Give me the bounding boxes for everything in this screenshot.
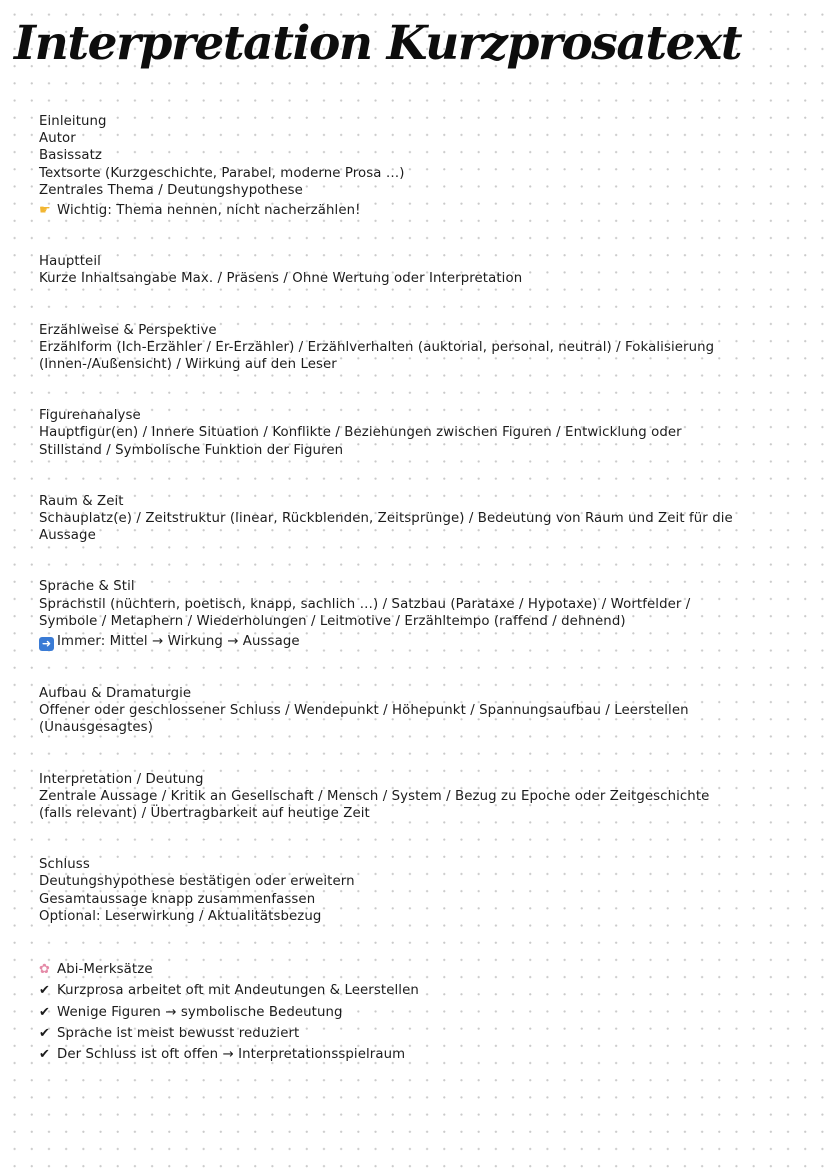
checkmark-icon: ✔ [39,983,50,999]
section-aufbau [39,685,759,737]
section-line: Zentrale Aussage / Kritik an Gesellschaft / Mensch / System / Bezug zu Epoche oder Zeitgeschichte [39,788,710,804]
section-line: Sprachstil (nüchtern, poetisch, knapp, sachlich …) / Satzbau (Parataxe / Hypotaxe) / Wortfelder / [39,596,691,612]
section-erzaehlweise [39,322,759,374]
merksatz-item [39,1004,759,1021]
checkmark-icon: ✔ [39,1004,50,1020]
section-line: Stillstand / Symbolische Funktion der Figuren [39,442,344,458]
section-heading: Hauptteil [39,254,101,270]
section-heading: Interpretation / Deutung [39,771,204,787]
merksatz-text: Der Schluss ist oft offen → Interpretationsspielraum [57,1046,406,1062]
section-line: Zentrales Thema / Deutungshypothese [39,182,303,198]
merksatz-text: Kurzprosa arbeitet oft mit Andeutungen & Leerstellen [57,983,419,999]
section-line: (falls relevant) / Übertragbarkeit auf heutige Zeit [39,806,370,822]
checkmark-icon: ✔ [39,1025,50,1041]
merksaetze-heading [39,961,759,978]
right-arrow-icon: ➜ [39,637,54,651]
section-hauptteil [39,253,759,287]
section-line: Symbole / Metaphern / Wiederholungen / Leitmotive / Erzähltempo (raffend / dehnend) [39,613,626,629]
section-line: Hauptfigur(en) / Innere Situation / Konflikte / Beziehungen zwischen Figuren / Entwicklung oder [39,425,682,441]
merksatz-item [39,1046,759,1063]
section-line: Optional: Leserwirkung / Aktualitätsbezug [39,908,322,924]
merksatz-item [39,982,759,999]
merksaetze-heading-text: Abi-Merksätze [57,962,153,978]
section-abi-merksaetze [39,961,759,1063]
section-line: Erzählform (Ich-Erzähler / Er-Erzähler) / Erzählverhalten (auktorial, personal, neutral) / Fokalisierung [39,339,715,355]
section-line: (Unausgesagtes) [39,720,153,736]
section-line: Deutungshypothese bestätigen oder erweitern [39,874,355,890]
section-heading: Erzählweise & Perspektive [39,322,217,338]
merksatz-item [39,1025,759,1042]
section-heading: Figurenanalyse [39,408,141,424]
section-raum-zeit [39,493,759,545]
section-line: Basissatz [39,148,102,164]
notes-content [39,113,759,1067]
section-line: Autor [39,131,76,147]
section-line: Textsorte (Kurzgeschichte, Parabel, moderne Prosa …) [39,165,405,181]
section-note [39,633,759,651]
section-line: Aussage [39,528,96,544]
pointing-hand-icon: ☛ [39,203,51,219]
section-heading: Raum & Zeit [39,493,124,509]
section-schluss [39,856,759,925]
section-line: Kurze Inhaltsangabe Max. / Präsens / Ohne Wertung oder Interpretation [39,271,523,287]
note-text: Immer: Mittel → Wirkung → Aussage [57,634,300,650]
section-heading: Aufbau & Dramaturgie [39,686,192,702]
section-sprache-stil [39,578,759,651]
section-line: Schauplatz(e) / Zeitstruktur (linear, Rückblenden, Zeitsprünge) / Bedeutung von Raum und Zeit für die [39,511,733,527]
section-einleitung [39,113,759,219]
section-note [39,202,759,219]
section-line: (Innen-/Außensicht) / Wirkung auf den Leser [39,357,337,373]
section-heading: Schluss [39,857,90,873]
checkmark-icon: ✔ [39,1046,50,1062]
section-figurenanalyse [39,407,759,459]
section-interpretation [39,771,759,823]
section-heading: Sprache & Stil [39,579,135,595]
section-line: Gesamtaussage knapp zusammenfassen [39,891,316,907]
brain-icon: ✿ [39,962,50,978]
section-line: Offener oder geschlossener Schluss / Wendepunkt / Höhepunkt / Spannungsaufbau / Leerstellen [39,703,689,719]
merksatz-text: Sprache ist meist bewusst reduziert [57,1025,300,1041]
page-title: Interpretation Kurzprosatext [14,16,742,71]
merksatz-text: Wenige Figuren → symbolische Bedeutung [57,1004,343,1020]
note-text: Wichtig: Thema nennen, nicht nacherzählen! [57,203,361,219]
section-heading: Einleitung [39,114,107,129]
